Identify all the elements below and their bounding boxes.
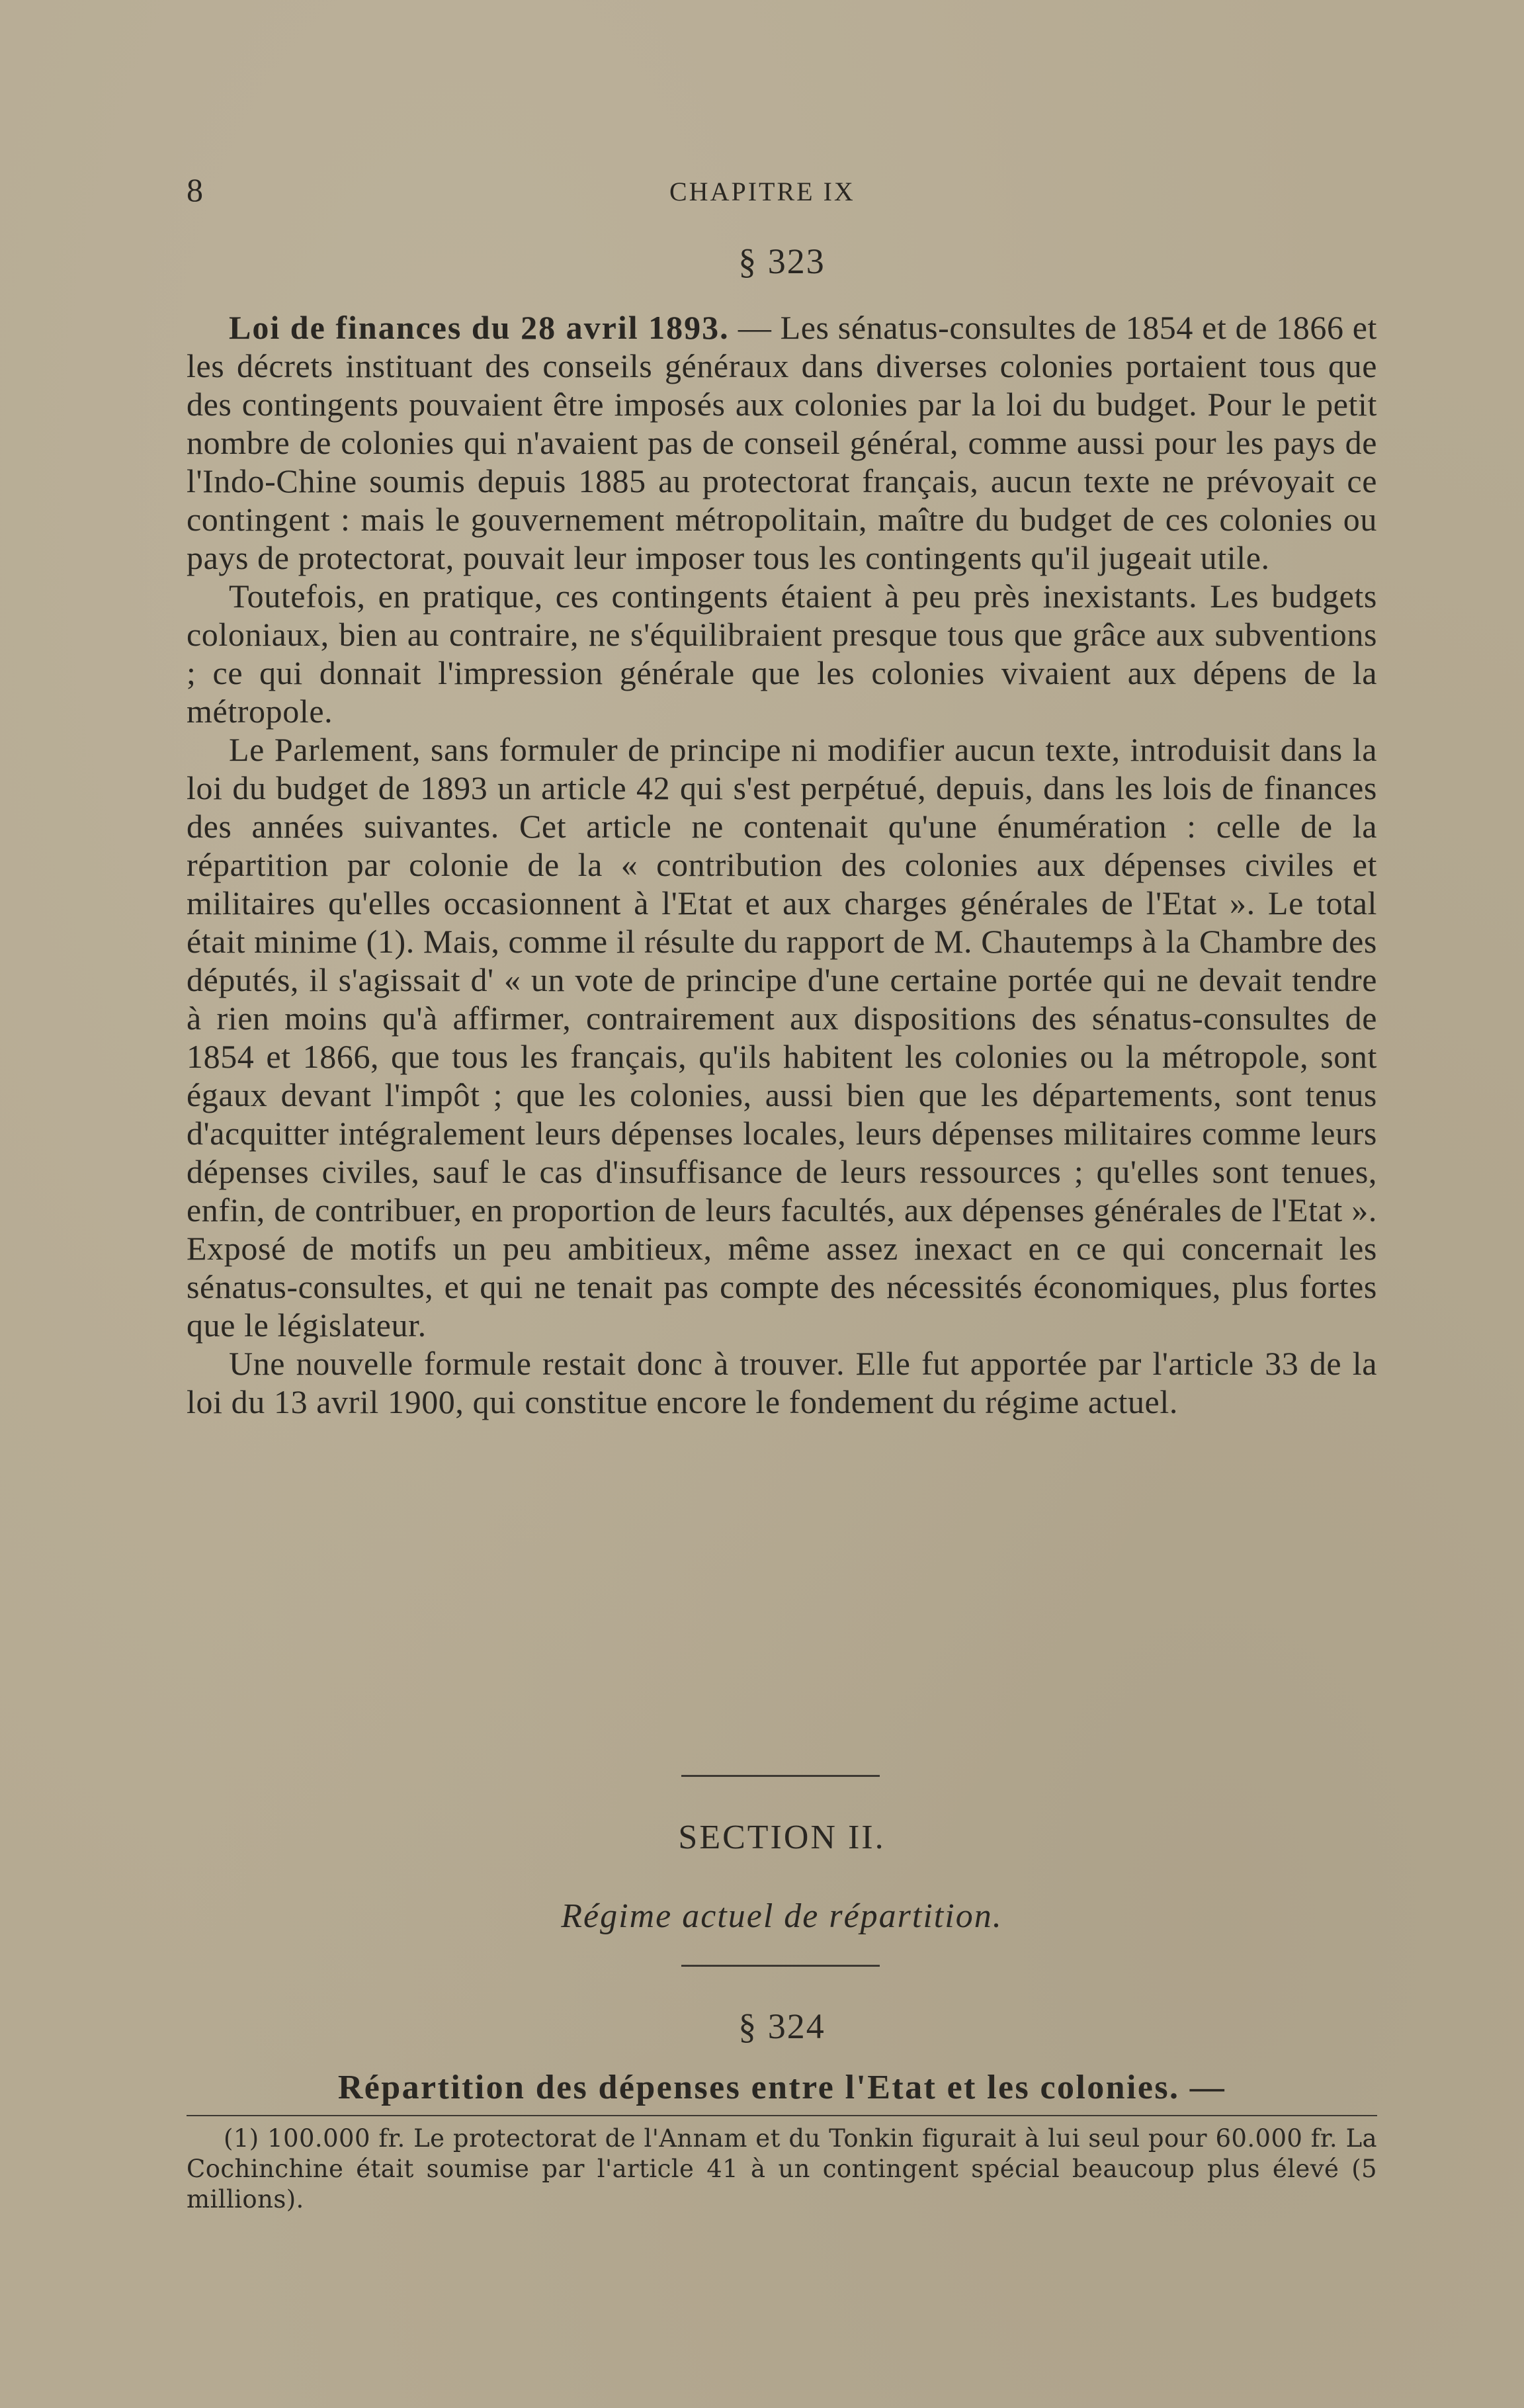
- divider-rule-bottom: [681, 1965, 880, 1967]
- paragraph-2: Toutefois, en pratique, ces contingents étaient à peu près inexistants. Les budgets coloniaux, bien au contraire, ne s'équilibraient presque tous que grâce aux subventions ; ce qui donnait l'impression générale que les colonies vivaient aux dépens de la métropole.: [187, 578, 1377, 730]
- section-ii-subtitle: Régime actuel de répartition.: [561, 1897, 1003, 1935]
- divider-rule-top: [681, 1775, 880, 1777]
- footnote-1: (1) 100.000 fr. Le protectorat de l'Annam et du Tonkin figurait à lui seul pour 60.000 fr. La Cochinchine était soumise par l'article 41 à un contingent spécial beaucoup plus élevé (5 millions).: [187, 2124, 1377, 2214]
- section-mark-324: § 324: [738, 2006, 826, 2046]
- paragraph-1: [187, 308, 1377, 577]
- paragraph-4: Une nouvelle formule restait donc à trouver. Elle fut apportée par l'article 33 de la loi du 13 avril 1900, qui constitue encore le fondement du régime actuel.: [187, 1345, 1377, 1420]
- section-323-body: [187, 308, 1377, 1421]
- chapter-title: CHAPITRE IX: [669, 177, 855, 206]
- paragraph-3: Le Parlement, sans formuler de principe ni modifier aucun texte, introduisit dans la loi du budget de 1893 un article 42 qui s'est perpétué, depuis, dans les lois de finances des années suivantes. Cet article ne contenait qu'une énumération : celle de la répartition par colonie de la « contribution des colonies aux dépenses civiles et militaires qu'elles occasionnent à l'Etat et aux charges générales de l'Etat ». Le total était minime (1). Mais, comme il résulte du rapport de M. Chautemps à la Chambre des députés, il s'agissait d' « un vote de principe d'une certaine portée qui ne devait tendre à rien moins qu'à affirmer, contrairement aux dispositions des sénatus-consultes de 1854 et 1866, que tous les français, qu'ils habitent les colonies ou la métropole, sont égaux devant l'impôt ; que les colonies, aussi bien que les départements, sont tenus d'acquitter intégralement leurs dépenses locales, leurs dépenses militaires comme leurs dépenses civiles, sauf le cas d'insuffisance de leurs ressources ; qu'elles sont tenues, enfin, de contribuer, en proportion de leurs facultés, aux dépenses générales de l'Etat ». Exposé de motifs un peu ambitieux, même assez inexact en ce qui concernait les sénatus-consultes, et qui ne tenait pas compte des nécessités économiques, plus fortes que le législateur.: [187, 731, 1377, 1344]
- section-323-lead: Loi de finances du 28 avril 1893.: [229, 309, 730, 346]
- lead-dash: —: [729, 309, 781, 346]
- section-324-heading: Répartition des dépenses entre l'Etat et les colonies. —: [337, 2069, 1226, 2106]
- paragraph-1-text: Les sénatus-consultes de 1854 et de 1866 et les décrets instituant des conseils généraux dans diverses colonies portaient tous que des contingents pouvaient être imposés aux colonies par la loi du budget. Pour le petit nombre de colonies qui n'avaient pas de conseil général, comme aussi pour les pays de l'Indo-Chine soumis depuis 1885 au protectorat français, aucun texte ne prévoyait ce contingent : mais le gouvernement métropolitain, maître du budget de ces colonies ou pays de protectorat, pouvait leur imposer tous les contingents qu'il jugeait utile.: [187, 309, 1377, 576]
- section-mark-323: § 323: [738, 241, 826, 281]
- footnote: [187, 2124, 1377, 2215]
- footnote-separator: [187, 2115, 1377, 2116]
- section-ii-heading: SECTION II.: [678, 1819, 886, 1856]
- page-number: 8: [187, 171, 204, 208]
- running-head: [187, 171, 1377, 210]
